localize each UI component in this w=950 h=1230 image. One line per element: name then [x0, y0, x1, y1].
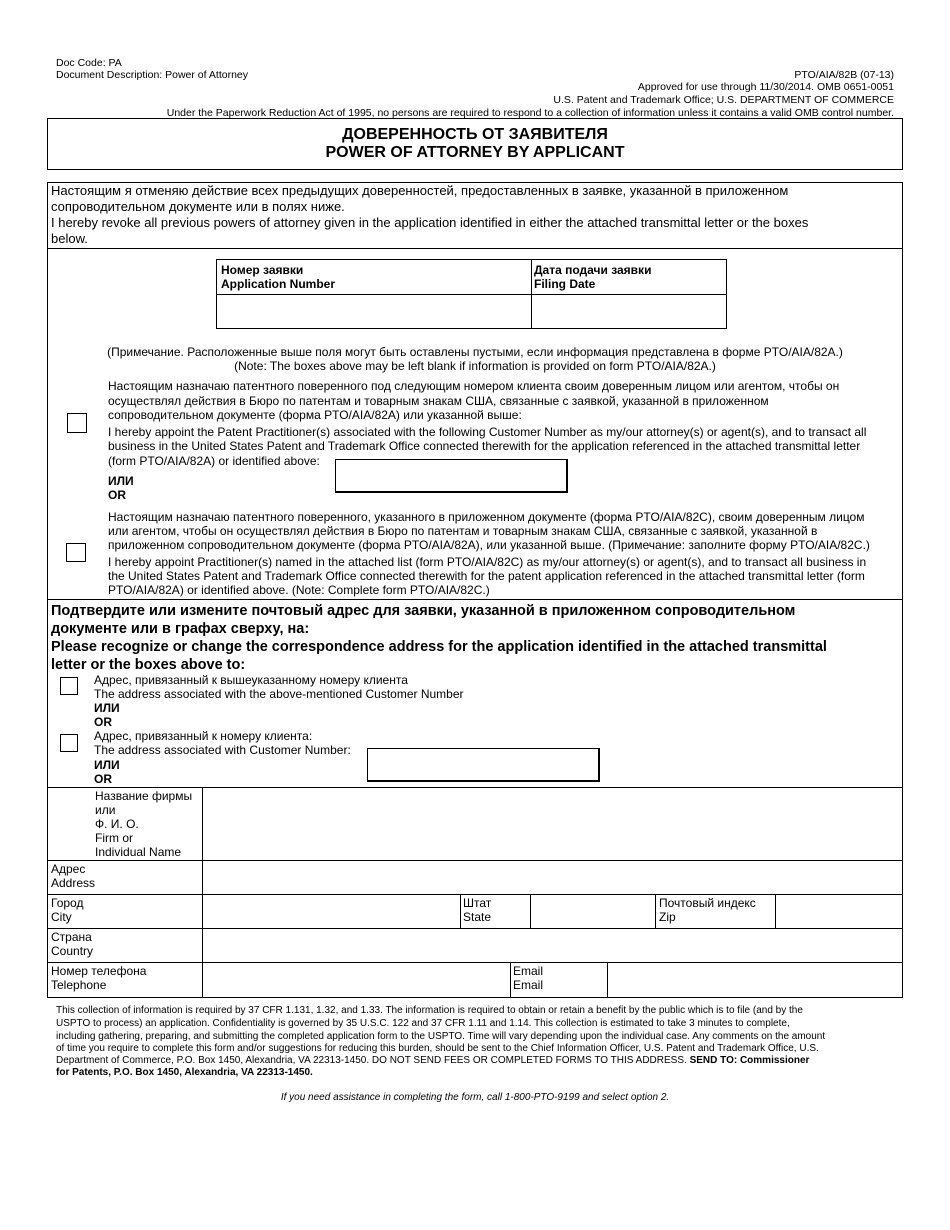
- zip-label-en: Zip: [659, 910, 676, 924]
- or-en: OR: [108, 488, 126, 502]
- doc-description: Document Description: Power of Attorney: [56, 69, 249, 81]
- option1-ru-2: осуществлял действия в Бюро по патентам и товарным знакам США, связанные с заявкой, указанной в приложенном: [108, 394, 769, 408]
- customer-number-input[interactable]: [335, 459, 568, 493]
- burden-statement: of time you require to complete this form and/or suggestions for reducing this burden, should be sent to the Chief Information Officer, U.S. Patent and Trademark Office, U.S.: [56, 1043, 819, 1054]
- column-divider: [530, 894, 531, 928]
- or-ru: ИЛИ: [94, 758, 120, 772]
- telephone-input[interactable]: [205, 965, 507, 995]
- option1-en-1: I hereby appoint the Patent Practitioner(s) associated with the following Customer Number as my/our attorney(s) or agent(s), and to transact all: [108, 425, 867, 439]
- filing-date-label-ru: Дата подачи заявки: [534, 263, 652, 277]
- send-to-address: SEND TO: Commissioner: [689, 1055, 810, 1066]
- send-to-address: for Patents, P.O. Box 1450, Alexandria, VA 22313-1450.: [56, 1067, 313, 1078]
- column-divider: [607, 962, 608, 998]
- divider: [47, 248, 903, 249]
- email-label-en: Email: [513, 978, 544, 992]
- doc-code: Doc Code: PA: [56, 57, 122, 69]
- column-divider: [202, 787, 203, 998]
- country-label-ru: Страна: [51, 930, 92, 944]
- burden-statement: [56, 1055, 809, 1068]
- address-above-customer-checkbox[interactable]: [60, 677, 78, 695]
- address-label-ru: Адрес: [51, 862, 86, 876]
- or-ru: ИЛИ: [108, 474, 134, 488]
- option1-en-3: (form PTO/AIA/82A) or identified above:: [108, 454, 320, 468]
- option1-en-2: business in the United States Patent and Trademark Office connected therewith for the application referenced in the attached transmittal letter: [108, 439, 861, 453]
- column-divider: [510, 962, 511, 998]
- note-ru: (Примечание. Расположенные выше поля могут быть оставлены пустыми, если информация представлена в форме PTO/AIA/82A.): [107, 345, 843, 359]
- title-box: [47, 118, 903, 170]
- firm-label: Название фирмы: [95, 789, 193, 803]
- address-input[interactable]: [205, 863, 900, 892]
- state-label-ru: Штат: [463, 896, 492, 910]
- firm-label: или: [95, 803, 116, 817]
- divider: [47, 928, 903, 929]
- country-label-en: Country: [51, 944, 94, 958]
- corr-option2-en: The address associated with Customer Number:: [94, 743, 351, 757]
- correspondence-heading-ru-1: Подтвердите или измените почтовый адрес для заявки, указанной в приложенном сопроводительном: [51, 603, 796, 619]
- telephone-label-en: Telephone: [51, 978, 107, 992]
- city-label-en: City: [51, 910, 72, 924]
- title-ru: ДОВЕРЕННОСТЬ ОТ ЗАЯВИТЕЛЯ: [342, 126, 608, 143]
- form-number: PTO/AIA/82B (07-13): [794, 69, 894, 81]
- telephone-label-ru: Номер телефона: [51, 964, 147, 978]
- zip-label-ru: Почтовый индекс: [659, 896, 756, 910]
- correspondence-heading-ru-2: документе или в графах сверху, на:: [51, 621, 310, 637]
- filing-date-input[interactable]: [534, 298, 724, 327]
- filing-date-label-en: Filing Date: [534, 277, 596, 291]
- state-label-en: State: [463, 910, 492, 924]
- email-label-ru: Email: [513, 964, 544, 978]
- correspondence-heading-en-1: Please recognize or change the correspondence address for the application identified in the attached transmittal: [51, 639, 827, 655]
- option2-en-1: I hereby appoint Practitioner(s) named in the attached list (form PTO/AIA/82C) as my/our attorney(s) or agent(s), and to transact all business in: [108, 555, 867, 569]
- corr-option2-ru: Адрес, привязанный к номеру клиента:: [94, 729, 313, 743]
- firm-label: Individual Name: [95, 845, 182, 859]
- revoke-en-1: I hereby revoke all previous powers of attorney given in the application identified in either the attached transmittal letter or the boxes: [51, 215, 809, 230]
- title-en: POWER OF ATTORNEY BY APPLICANT: [325, 144, 625, 161]
- burden-statement: including gathering, preparing, and submitting the completed application form to the USPTO. Time will vary depending upon the individual case. Any comments on the amount: [56, 1031, 826, 1042]
- approval-line: Approved for use through 11/30/2014. OMB 0651-0051: [637, 81, 894, 93]
- burden-statement: USPTO to process) an application. Confidentiality is governed by 35 U.S.C. 122 and 37 CFR 1.11 and 1.14. This collection is estimated to take 3 minutes to complete,: [56, 1018, 790, 1029]
- note-en: (Note: The boxes above may be left blank if information is provided on form PTO/AIA/82A.): [234, 359, 716, 373]
- burden-statement: This collection of information is required by 37 CFR 1.131, 1.32, and 1.33. The information is required to obtain or retain a benefit by the public which is to file (and by the: [56, 1005, 803, 1016]
- appoint-customer-number-checkbox[interactable]: [67, 413, 87, 433]
- revoke-ru-2: сопроводительном документе или в полях ниже.: [51, 199, 345, 214]
- firm-name-input[interactable]: [205, 790, 900, 858]
- corr-option1-ru: Адрес, привязанный к вышеуказанному номеру клиента: [94, 673, 408, 687]
- country-input[interactable]: [205, 931, 900, 960]
- corr-option1-en: The address associated with the above-mentioned Customer Number: [94, 687, 464, 701]
- office-line: U.S. Patent and Trademark Office; U.S. DEPARTMENT OF COMMERCE: [553, 94, 894, 106]
- revoke-en-2: below.: [51, 231, 88, 246]
- option2-ru-3: приложенном сопроводительном документе (форма PTO/AIA/82A), или указанной выше. (Примечание: заполните форму PTO/AIA/82C.): [108, 538, 870, 552]
- application-number-label-ru: Номер заявки: [221, 263, 304, 277]
- zip-input[interactable]: [778, 897, 900, 926]
- divider: [47, 962, 903, 963]
- option2-ru-1: Настоящим назначаю патентного поверенного, указанного в приложенном документе (форма PTO/AIA/82C), своим доверенным лицом: [108, 510, 865, 524]
- option2-en-3: PTO/AIA/82A) or identified above. (Note: Complete form PTO/AIA/82C.): [108, 583, 490, 597]
- option1-ru-1: Настоящим назначаю патентного поверенного под следующим номером клиента своим доверенным лицом или агентом, чтобы он: [108, 379, 840, 393]
- burden-statement-text: Department of Commerce, P.O. Box 1450, Alexandria, VA 22313-1450. DO NOT SEND FEES OR COMPLETED FORMS TO THIS ADDRESS.: [56, 1055, 690, 1066]
- city-label-ru: Город: [51, 896, 84, 910]
- column-divider: [775, 894, 776, 928]
- correspondence-heading-en-2: letter or the boxes above to:: [51, 657, 246, 673]
- application-number-input[interactable]: [219, 298, 528, 327]
- table-divider: [216, 294, 727, 295]
- or-en: OR: [94, 772, 112, 786]
- appoint-attached-list-checkbox[interactable]: [66, 543, 86, 562]
- email-input[interactable]: [610, 965, 900, 995]
- option1-ru-3: сопроводительном документе (форма PTO/AIA/82A) или указанной выше:: [108, 408, 522, 422]
- or-en: OR: [94, 715, 112, 729]
- option2-ru-2: или агентом, чтобы он осуществлял действия в Бюро по патентам и товарным знакам США, связанные с заявкой, указанной в: [108, 524, 818, 538]
- assistance-line: If you need assistance in completing the form, call 1-800-PTO-9199 and select option 2.: [280, 1092, 670, 1103]
- divider: [47, 860, 903, 861]
- address-customer-number-checkbox[interactable]: [60, 734, 78, 752]
- city-input[interactable]: [205, 897, 457, 926]
- firm-label: Ф. И. О.: [95, 817, 139, 831]
- option2-en-2: the United States Patent and Trademark Office connected therewith for the patent application referenced in the attached transmittal letter (form: [108, 569, 865, 583]
- column-divider: [460, 894, 461, 928]
- paperwork-notice: Under the Paperwork Reduction Act of 1995, no persons are required to respond to a collection of information unless it contains a valid OMB control number.: [166, 107, 894, 119]
- revoke-ru-1: Настоящим я отменяю действие всех предыдущих доверенностей, предоставленных в заявке, указанной в приложенном: [51, 183, 789, 198]
- correspondence-customer-number-input[interactable]: [367, 748, 600, 782]
- table-divider: [531, 259, 532, 329]
- application-number-label-en: Application Number: [221, 277, 336, 291]
- address-label-en: Address: [51, 876, 96, 890]
- column-divider: [655, 894, 656, 928]
- or-ru: ИЛИ: [94, 701, 120, 715]
- divider: [47, 787, 903, 788]
- divider: [47, 599, 903, 600]
- state-input[interactable]: [533, 897, 652, 926]
- firm-label: Firm or: [95, 831, 133, 845]
